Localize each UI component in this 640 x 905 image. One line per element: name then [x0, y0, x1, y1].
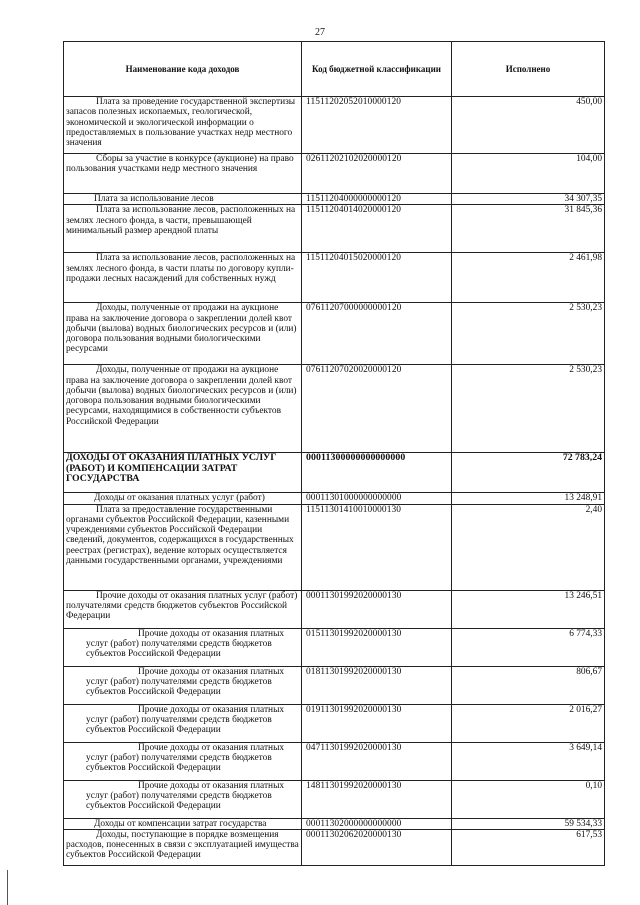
executed-amount: 806,67: [452, 666, 605, 704]
header-income-name: Наименование кода доходов: [64, 42, 302, 97]
executed-amount: 2,40: [452, 504, 605, 590]
table-row: [64, 154, 605, 194]
budget-code: 04711301992020000130: [302, 742, 452, 780]
budget-code: 07611207020020000120: [302, 365, 452, 453]
executed-amount: 104,00: [452, 154, 605, 194]
income-name: Плата за использование лесов, расположенных на землях лесного фонда, в части, превышающей минимальный размер арендной платы: [64, 205, 302, 253]
executed-amount: 13 248,91: [452, 493, 605, 504]
table-row: [64, 780, 605, 818]
executed-amount: 34 307,35: [452, 194, 605, 205]
income-name: Прочие доходы от оказания платных услуг (работ) получателями средств бюджетов субъектов Российской Федерации: [64, 742, 302, 780]
budget-code: 14811301992020000130: [302, 780, 452, 818]
income-name: Доходы, полученные от продажи на аукционе права на заключение договора о закреплении долей квот добычи (вылова) водных биологических ресурсов и (или) договора пользования водными биологическими ресурсами, находящимися в собственности субъектов Российской Федерации: [64, 365, 302, 453]
budget-code: 00011302000000000000: [302, 818, 452, 829]
budget-code: 01911301992020000130: [302, 704, 452, 742]
executed-amount: 617,53: [452, 829, 605, 865]
table-row: [64, 205, 605, 253]
budget-code: 07611207000000000120: [302, 303, 452, 365]
table-row-section: [64, 453, 605, 493]
income-name: Прочие доходы от оказания платных услуг (работ) получателями средств бюджетов субъектов Российской Федерации: [64, 780, 302, 818]
income-name: Доходы, поступающие в порядке возмещения расходов, понесенных в связи с эксплуатацией имущества субъектов Российской Федерации: [64, 829, 302, 865]
budget-code: 11511301410010000130: [302, 504, 452, 590]
budget-income-table: [63, 41, 605, 866]
executed-amount: 13 246,51: [452, 590, 605, 628]
executed-amount: 31 845,36: [452, 205, 605, 253]
income-name: Плата за использование лесов, расположенных на землях лесного фонда, в части платы по договору купли-продажи лесных насаждений для собственных нужд: [64, 253, 302, 303]
table-row: [64, 829, 605, 865]
executed-amount: 450,00: [452, 97, 605, 154]
budget-code: 11511204015020000120: [302, 253, 452, 303]
income-name: Сборы за участие в конкурсе (аукционе) на право пользования участками недр местного значения: [64, 154, 302, 194]
executed-amount: 2 016,27: [452, 704, 605, 742]
table-row: [64, 628, 605, 666]
budget-code: 11511204014020000120: [302, 205, 452, 253]
income-name: Плата за проведение государственной экспертизы запасов полезных ископаемых, геологической, экономической и экологической информации о предоставляемых в пользование участках недр местного значения: [64, 97, 302, 154]
executed-amount: 59 534,33: [452, 818, 605, 829]
table-header-row: [64, 42, 605, 97]
table-row: [64, 194, 605, 205]
executed-amount: 2 530,23: [452, 303, 605, 365]
table-row: [64, 253, 605, 303]
income-name: Плата за использование лесов: [64, 194, 302, 205]
budget-code: 00011301992020000130: [302, 590, 452, 628]
income-name: ДОХОДЫ ОТ ОКАЗАНИЯ ПЛАТНЫХ УСЛУГ (РАБОТ) И КОМПЕНСАЦИИ ЗАТРАТ ГОСУДАРСТВА: [64, 453, 302, 493]
table-row: [64, 704, 605, 742]
budget-code: 01511301992020000130: [302, 628, 452, 666]
budget-code: 11511204000000000120: [302, 194, 452, 205]
table-row: [64, 493, 605, 504]
table-row: [64, 666, 605, 704]
table-row: [64, 590, 605, 628]
executed-amount: 72 783,24: [452, 453, 605, 493]
executed-amount: 0,10: [452, 780, 605, 818]
header-executed: Исполнено: [452, 42, 605, 97]
income-name: Плата за предоставление государственными органами субъектов Российской Федерации, казенными учреждениями субъектов Российской Федерации сведений, документов, содержащихся в государственных реестрах (регистрах), ведение которых осуществляется данными государственными органами, учреждениями: [64, 504, 302, 590]
income-name: Доходы от оказания платных услуг (работ): [64, 493, 302, 504]
budget-code: 00011300000000000000: [302, 453, 452, 493]
executed-amount: 3 649,14: [452, 742, 605, 780]
table-row: [64, 818, 605, 829]
table-row: [64, 365, 605, 453]
budget-code: 11511202052010000120: [302, 97, 452, 154]
executed-amount: 6 774,33: [452, 628, 605, 666]
budget-code: 00011302062020000130: [302, 829, 452, 865]
executed-amount: 2 530,23: [452, 365, 605, 453]
income-name: Прочие доходы от оказания платных услуг (работ) получателями средств бюджетов субъектов Российской Федерации: [64, 704, 302, 742]
table-row: [64, 303, 605, 365]
scan-edge-mark: [7, 870, 8, 905]
income-name: Прочие доходы от оказания платных услуг (работ) получателями средств бюджетов субъектов Российской Федерации: [64, 590, 302, 628]
table-row: [64, 97, 605, 154]
executed-amount: 2 461,98: [452, 253, 605, 303]
income-name: Доходы, полученные от продажи на аукционе права на заключение договора о закреплении долей квот добычи (вылова) водных биологических ресурсов и (или) договора пользования водными биологическими ресурсами: [64, 303, 302, 365]
page-number: 27: [315, 27, 325, 38]
table-row: [64, 504, 605, 590]
budget-code: 02611202102020000120: [302, 154, 452, 194]
header-budget-code: Код бюджетной классификации: [302, 42, 452, 97]
income-name: Прочие доходы от оказания платных услуг (работ) получателями средств бюджетов субъектов Российской Федерации: [64, 666, 302, 704]
income-name: Доходы от компенсации затрат государства: [64, 818, 302, 829]
budget-code: 00011301000000000000: [302, 493, 452, 504]
table-row: [64, 742, 605, 780]
income-name: Прочие доходы от оказания платных услуг (работ) получателями средств бюджетов субъектов Российской Федерации: [64, 628, 302, 666]
budget-code: 01811301992020000130: [302, 666, 452, 704]
